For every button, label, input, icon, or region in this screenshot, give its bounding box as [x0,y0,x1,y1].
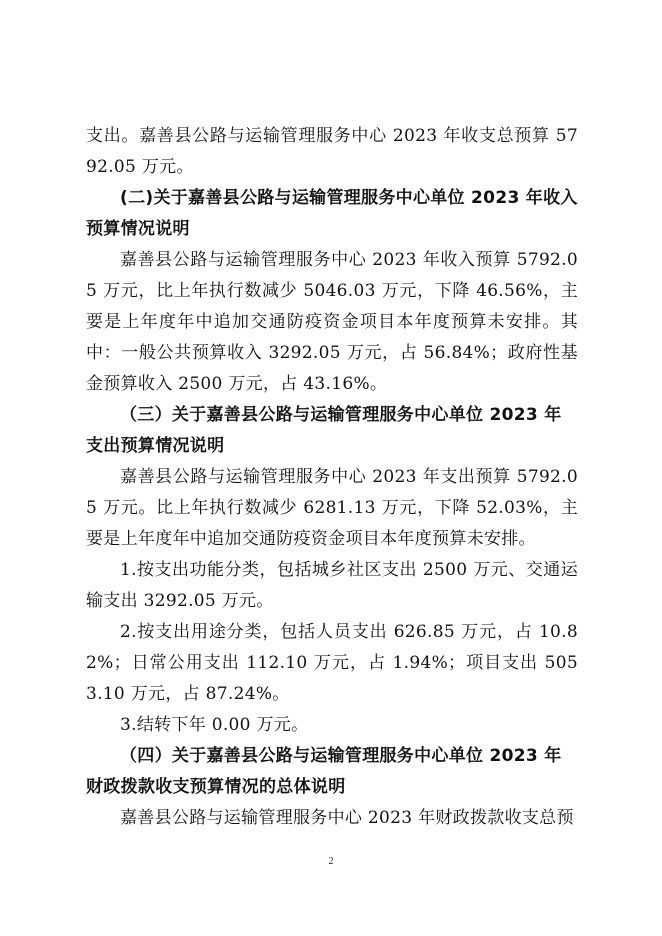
list-item-carryover: 3.结转下年 0.00 万元。 [120,715,309,735]
paragraph-expenditure-budget: 嘉善县公路与运输管理服务中心 2023 年支出预算 5792.05 万元。比上年执行数减少 6281.13 万元，下降 52.03%，主要是上年度年中追加交通防疫资金项目本年度预算未安排。 [86,467,578,549]
page-number: 2 [328,856,334,867]
paragraph-income-budget: 嘉善县公路与运输管理服务中心 2023 年收入预算 5792.05 万元，比上年执行数减少 5046.03 万元，下降 46.56%，主要是上年度年中追加交通防疫资金项目本年度预算未安排。其中：一般公共预算收入 3292.05 万元，占 56.84%；政府性基金预算收入 2500 万元，占 43.16%。 [86,250,578,394]
heading-expenditure-budget: （三）关于嘉善县公路与运输管理服务中心单位 2023 年支出预算情况说明 [86,405,562,456]
paragraph-fiscal-allocation: 嘉善县公路与运输管理服务中心 2023 年财政拨款收支总预 [120,808,574,828]
list-item-usage-classification: 2.按支出用途分类，包括人员支出 626.85 万元，占 10.82%；日常公用支出 112.10 万元，占 1.94%；项目支出 5053.10 万元，占 87.24%。 [86,622,578,704]
document-body [86,121,578,834]
paragraph-budget-total: 支出。嘉善县公路与运输管理服务中心 2023 年收支总预算 5792.05 万元。 [86,126,578,177]
heading-fiscal-allocation: （四）关于嘉善县公路与运输管理服务中心单位 2023 年财政拨款收支预算情况的总体说明 [86,746,562,797]
heading-income-budget: (二)关于嘉善县公路与运输管理服务中心单位 2023 年收入预算情况说明 [86,188,578,239]
list-item-function-classification: 1.按支出功能分类，包括城乡社区支出 2500 万元、交通运输支出 3292.05 万元。 [86,560,578,611]
